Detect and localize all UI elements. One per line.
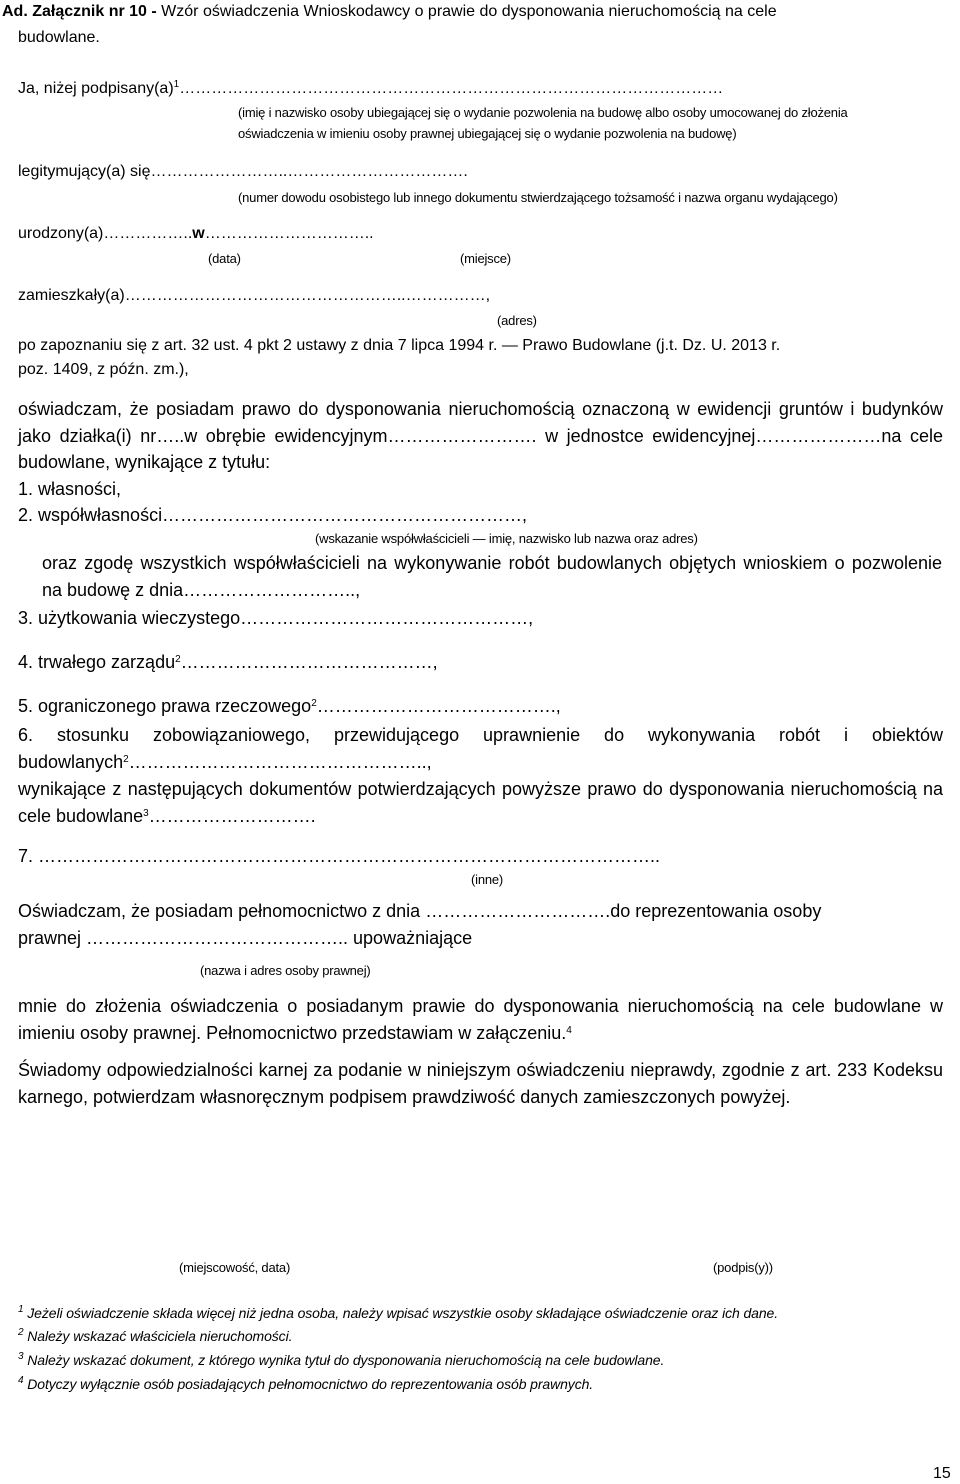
power-of-attorney-line1: Oświadczam, że posiadam pełnomocnictwo z dnia ………………………….do reprezentowania osoby <box>18 901 822 921</box>
co-owners-consent: oraz zgodę wszystkich współwłaścicieli na wykonywanie robót budowlanych objętych wnioskiem o pozwolenie na budowę z dnia……………………….., <box>42 553 942 600</box>
criminal-liability-paragraph: Świadomy odpowiedzialności karnej za podanie w niniejszym oświadczeniu nieprawdy, zgodnie z art. 233 Kodeksu karnego, potwierdzam własnoręcznym podpisem prawdziwość danych zamieszczonych powyżej. <box>18 1060 943 1107</box>
footnote-4-text: Dotyczy wyłącznie osób posiadających pełnomocnictwo do reprezentowania osób prawnych. <box>27 1376 594 1392</box>
birth-w: w <box>192 225 205 242</box>
title-other: 7. ………………………………………………………………………………………….. <box>18 846 661 866</box>
caption-place-date: (miejscowość, data) <box>179 1260 291 1275</box>
declaration-paragraph: oświadczam, że posiadam prawo do dysponowania nieruchomością oznaczoną w ewidencji gruntów i budynków jako działka(i) nr…..w obrębie ewidencyjnym……………………. w jednostce ewidencyjnej…………………na cele budowlane, wynikające z tytułu: <box>18 399 943 472</box>
power-of-attorney-line2: prawnej …………………………………….. upoważniające <box>18 928 473 948</box>
legal-basis-line1: po zapoznaniu się z art. 32 ust. 4 pkt 2 ustawy z dnia 7 lipca 1994 r. — Prawo Budowlane (j.t. Dz. U. 2013 r. <box>18 337 781 354</box>
footnote-2-num: 2 <box>18 1327 24 1338</box>
footnote-2-text: Należy wskazać właściciela nieruchomości. <box>27 1328 293 1344</box>
heading-attachment-label: Ad. Załącznik nr 10 - <box>2 3 157 20</box>
caption-signature: (podpis(y)) <box>713 1260 773 1275</box>
title-4-label: 4. trwałego zarządu <box>18 652 176 672</box>
title-limited-property-right <box>18 696 561 717</box>
footnote-4 <box>18 1376 593 1392</box>
id-label: legitymujący(a) się <box>18 163 151 180</box>
caption-id-document: (numer dowodu osobistego lub innego dokumentu stwierdzającego tożsamość i nazwa organu wydającego) <box>238 190 838 205</box>
caption-name-1: (imię i nazwisko osoby ubiegającej się o wydanie pozwolenia na budowę albo osoby umocowanej do złożenia <box>238 105 848 120</box>
caption-legal-entity: (nazwa i adres osoby prawnej) <box>200 963 371 978</box>
signer-footnote-ref: 1 <box>173 79 180 90</box>
footnote-4-num: 4 <box>18 1375 24 1386</box>
birth-line <box>18 225 374 243</box>
title-ownership: 1. własności, <box>18 479 122 499</box>
heading-line2: budowlane. <box>18 29 100 46</box>
power-of-attorney-paragraph <box>18 993 943 1046</box>
birth-dots-2: ………………………….. <box>204 225 374 242</box>
signer-label: Ja, niżej podpisany(a) <box>18 80 174 97</box>
caption-place: (miejsce) <box>460 251 511 266</box>
documents-footnote-ref: 3 <box>143 807 149 819</box>
documents-dots: ………………………. <box>148 805 316 826</box>
signer-dots: ………………………………………………………………………………………… <box>179 80 724 97</box>
footnote-2 <box>18 1328 292 1344</box>
residence-dots: ……………………………………………..……………, <box>124 287 491 304</box>
footnote-1 <box>18 1305 778 1321</box>
title-permanent-management <box>18 652 438 673</box>
id-line <box>18 163 468 181</box>
caption-address: (adres) <box>497 313 537 328</box>
title-6-dots: ………………………………………….., <box>128 751 432 772</box>
title-5-label: 5. ograniczonego prawa rzeczowego <box>18 696 312 716</box>
heading-title: Wzór oświadczenia Wnioskodawcy o prawie do dysponowania nieruchomością na cele <box>156 3 777 20</box>
footnote-3 <box>18 1352 664 1368</box>
title-5-dots: …………………………………., <box>316 696 561 716</box>
document-heading <box>2 3 777 21</box>
footnote-3-num: 3 <box>18 1351 24 1362</box>
title-6-text: 6. stosunku zobowiązaniowego, przewidującego uprawnienie do wykonywania robót i obiektów budowlanych <box>18 725 943 772</box>
page-number: 15 <box>933 1465 951 1482</box>
title-6-footnote-ref: 2 <box>123 753 129 765</box>
power-of-attorney-text: mnie do złożenia oświadczenia o posiadanym prawie do dysponowania nieruchomością na cele budowlane w imieniu osoby prawnej. Pełnomocnictwo przedstawiam w załączeniu. <box>18 996 943 1043</box>
title-obligation-relationship <box>18 722 943 775</box>
id-dots: ……………………..……………………………. <box>150 163 468 180</box>
title-5-footnote-ref: 2 <box>311 698 317 709</box>
documents-paragraph <box>18 776 943 829</box>
documents-text: wynikające z następujących dokumentów potwierdzających powyższe prawo do dysponowania nieruchomością na cele budowlane <box>18 779 943 826</box>
residence-line <box>18 287 490 305</box>
residence-label: zamieszkały(a) <box>18 287 125 304</box>
title-co-ownership: 2. współwłasności……………………………………………………, <box>18 505 528 525</box>
footnote-3-text: Należy wskazać dokument, z którego wynika tytuł do dysponowania nieruchomością na cele budowlane. <box>27 1352 665 1368</box>
caption-name-2: oświadczenia w imieniu osoby prawnej ubiegającej się o wydanie pozwolenia na budowę) <box>238 126 737 141</box>
footnote-1-num: 1 <box>18 1304 24 1315</box>
caption-date: (data) <box>208 251 241 266</box>
birth-label: urodzony(a) <box>18 225 104 242</box>
footnote-1-text: Jeżeli oświadczenie składa więcej niż jedna osoba, należy wpisać wszystkie osoby składające oświadczenie oraz ich dane. <box>27 1305 778 1321</box>
title-perpetual-usufruct: 3. użytkowania wieczystego…………………………………………, <box>18 608 534 628</box>
caption-co-owners: (wskazanie współwłaścicieli — imię, nazwisko lub nazwa oraz adres) <box>315 531 698 546</box>
title-4-footnote-ref: 2 <box>175 654 181 665</box>
title-4-dots: ……………………………………, <box>180 652 438 672</box>
birth-dots: …………….. <box>103 225 193 242</box>
signer-line <box>18 80 723 98</box>
caption-other: (inne) <box>471 872 504 887</box>
power-footnote-ref: 4 <box>566 1024 572 1036</box>
legal-basis-line2: poz. 1409, z późn. zm.), <box>18 361 189 378</box>
